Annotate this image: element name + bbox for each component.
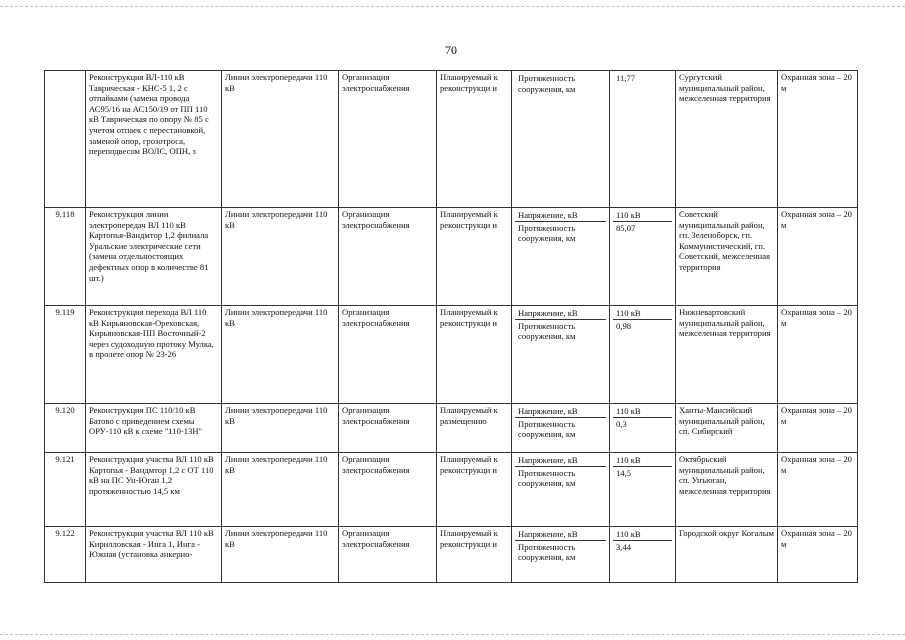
location-cell: Сургутский муниципальный район, межселенная территория xyxy=(676,71,778,208)
characteristic-value-cell-line: 110 кВ xyxy=(613,528,672,541)
location-cell: Ханты-Мансийский муниципальный район, сп. Сибирский xyxy=(676,404,778,453)
zone-cell: Охранная зона – 20 м xyxy=(778,208,858,306)
location-cell: Советский муниципальный район, гп. Зеленоборск, гп. Коммунистический, гп. Советский, межселенная территория xyxy=(676,208,778,306)
zone-cell: Охранная зона – 20 м xyxy=(778,527,858,583)
characteristic-name-cell-line: Напряжение, кВ xyxy=(515,405,606,418)
object-name-cell: Реконструкция участка ВЛ 110 кВ Кирилловская - Инга 1, Инга - Южная (установка анкерно- xyxy=(86,527,222,583)
characteristic-name-cell-line: Протяженность сооружения, км xyxy=(518,418,576,440)
object-status-cell: Планируемый к реконструкци и xyxy=(437,527,512,583)
characteristic-value-cell-line: 3,44 xyxy=(616,541,632,552)
object-status-cell: Планируемый к реконструкци и xyxy=(437,453,512,527)
row-number-cell: 9.121 xyxy=(45,453,86,527)
characteristic-name-cell-line: Протяженность сооружения, км xyxy=(518,320,576,342)
characteristic-name-cell-line: Напряжение, кВ xyxy=(515,307,606,320)
object-status-cell: Планируемый к размещению xyxy=(437,404,512,453)
row-number-cell xyxy=(45,71,86,208)
object-status-cell: Планируемый к реконструкци и xyxy=(437,208,512,306)
object-name-cell: Реконструкция ВЛ-110 кВ Таврическая - КНС-5 1, 2 с отпайками (замена провода АС95/16 на АС150/19 от ПП 110 кВ Таврическая по опору № 85 с учетом отпаек с перестановкой, заменой опор, грозотроса, переподвесом ВОЛС, ОПН, з xyxy=(86,71,222,208)
object-type-cell: Линии электропередачи 110 кВ xyxy=(222,527,339,583)
object-purpose-cell: Организация электроснабжения xyxy=(339,404,437,453)
object-type-cell: Линии электропередачи 110 кВ xyxy=(222,208,339,306)
object-type-cell: Линии электропередачи 110 кВ xyxy=(222,404,339,453)
characteristic-name-cell-line: Напряжение, кВ xyxy=(515,528,606,541)
characteristic-value-cell-line: 110 кВ xyxy=(613,209,672,222)
table-row xyxy=(45,208,858,306)
characteristic-name-cell-line: Протяженность сооружения, км xyxy=(518,222,576,244)
object-name-cell: Реконструкция перехода ВЛ 110 кВ Кирьяновская-Ореховская, Кирьяновская-ПП Восточный-2 через судоходную протоку Мулка, в пролете опор № 23-26 xyxy=(86,306,222,404)
characteristic-value-cell-line: 85,07 xyxy=(616,222,636,233)
characteristic-value-cell-line: 110 кВ xyxy=(613,405,672,418)
characteristic-name-cell-line: Протяженность сооружения, км xyxy=(518,73,576,94)
characteristic-value-cell xyxy=(610,208,676,306)
location-cell: Городской округ Когалым xyxy=(676,527,778,583)
zone-cell: Охранная зона – 20 м xyxy=(778,453,858,527)
characteristic-name-cell xyxy=(512,453,610,527)
characteristic-value-cell xyxy=(610,71,676,208)
object-purpose-cell: Организация электроснабжения xyxy=(339,71,437,208)
table-row xyxy=(45,453,858,527)
object-type-cell: Линии электропередачи 110 кВ xyxy=(222,306,339,404)
table-row xyxy=(45,306,858,404)
characteristic-name-cell xyxy=(512,208,610,306)
row-number-cell: 9.120 xyxy=(45,404,86,453)
characteristic-value-cell xyxy=(610,306,676,404)
characteristic-name-cell-line: Напряжение, кВ xyxy=(515,454,606,467)
scan-edge-bottom xyxy=(0,634,905,635)
object-type-cell: Линии электропередачи 110 кВ xyxy=(222,71,339,208)
row-number-cell: 9.119 xyxy=(45,306,86,404)
object-name-cell: Реконструкция участка ВЛ 110 кВ Картопья - Вандмтор 1,2 с ОТ 110 кВ на ПС Ун-Юган 1,2 протяженностью 14,5 км xyxy=(86,453,222,527)
characteristic-value-cell xyxy=(610,404,676,453)
characteristic-name-cell-line: Протяженность сооружения, км xyxy=(518,467,576,489)
object-type-cell: Линии электропередачи 110 кВ xyxy=(222,453,339,527)
characteristic-value-cell xyxy=(610,453,676,527)
table-row xyxy=(45,71,858,208)
characteristic-value-cell xyxy=(610,527,676,583)
object-purpose-cell: Организация электроснабжения xyxy=(339,527,437,583)
characteristic-value-cell-line: 0,3 xyxy=(616,418,627,429)
table-row xyxy=(45,404,858,453)
object-purpose-cell: Организация электроснабжения xyxy=(339,208,437,306)
characteristic-name-cell xyxy=(512,306,610,404)
row-number-cell: 9.118 xyxy=(45,208,86,306)
characteristic-value-cell-line: 11,77 xyxy=(616,73,636,83)
zone-cell: Охранная зона – 20 м xyxy=(778,71,858,208)
objects-table xyxy=(44,70,858,583)
characteristic-value-cell-line: 0,98 xyxy=(616,320,632,331)
characteristic-name-cell xyxy=(512,527,610,583)
table-row xyxy=(45,527,858,583)
zone-cell: Охранная зона – 20 м xyxy=(778,306,858,404)
object-purpose-cell: Организация электроснабжения xyxy=(339,453,437,527)
characteristic-name-cell-line: Протяженность сооружения, км xyxy=(518,541,576,563)
zone-cell: Охранная зона – 20 м xyxy=(778,404,858,453)
object-name-cell: Реконструкция ПС 110/10 кВ Батово с приведением схемы ОРУ-110 кВ к схеме "110-13Н" xyxy=(86,404,222,453)
page-number: 70 xyxy=(445,43,457,57)
object-purpose-cell: Организация электроснабжения xyxy=(339,306,437,404)
location-cell: Октябрьский муниципальный район, сп. Унъюган, межселенная территория xyxy=(676,453,778,527)
characteristic-value-cell-line: 110 кВ xyxy=(613,454,672,467)
row-number-cell: 9.122 xyxy=(45,527,86,583)
object-status-cell: Планируемый к реконструкци и xyxy=(437,306,512,404)
table-body xyxy=(45,71,858,583)
characteristic-value-cell-line: 14,5 xyxy=(616,467,632,478)
location-cell: Нижневартовский муниципальный район, межселенная территория xyxy=(676,306,778,404)
characteristic-name-cell xyxy=(512,404,610,453)
scan-edge-top xyxy=(0,6,905,7)
object-status-cell: Планируемый к реконструкци и xyxy=(437,71,512,208)
characteristic-name-cell-line: Напряжение, кВ xyxy=(515,209,606,222)
characteristic-value-cell-line: 110 кВ xyxy=(613,307,672,320)
characteristic-name-cell xyxy=(512,71,610,208)
object-name-cell: Реконструкция линии электропередач ВЛ 110 кВ Картопья-Вандмтор 1,2 филиала Уральские электрические сети (замена отдельностоящих дефектных опор в количестве 81 шт.) xyxy=(86,208,222,306)
